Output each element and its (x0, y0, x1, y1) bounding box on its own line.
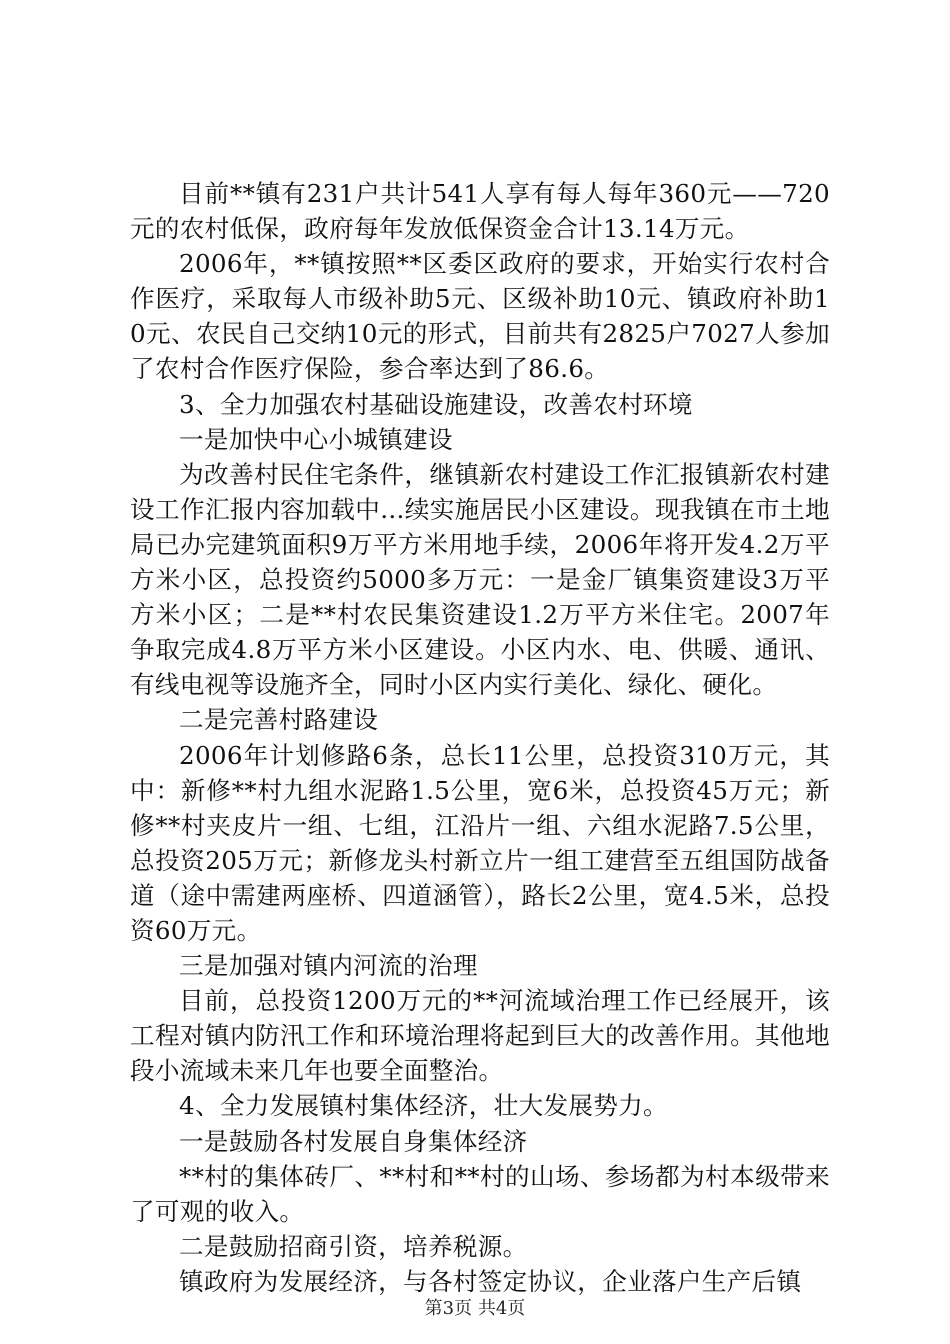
paragraph-road-construction: 2006年计划修路6条，总长11公里，总投资310万元，其中：新修**村九组水泥路1.5公里，宽6米，总投资45万元；新修**村夹皮片一组、七组，江沿片一组、六组水泥路7.5公里，总投资205万元；新修龙头村新立片一组工建营至五组国防战备道（途中需建两座桥、四道涵管），路长2公里，宽4.5米，总投资60万元。 (130, 740, 830, 945)
subheading-village-roads: 二是完善村路建设 (179, 705, 379, 735)
paragraph-rural-subsistence: 目前**镇有231户共计541人享有每人每年360元——720元的农村低保，政府每年发放低保资金合计13.14万元。 (130, 179, 830, 244)
page-number-footer: 第3页 共4页 (424, 1298, 526, 1319)
paragraph-investment-agreement: 镇政府为发展经济，与各村签定协议，企业落户生产后镇 (179, 1266, 802, 1296)
paragraph-river-management: 目前，总投资1200万元的**河流域治理工作已经展开，该工程对镇内防汛工作和环境治理将起到巨大的改善作用。其他地段小流域未来几年也要全面整治。 (130, 986, 830, 1086)
document-body (130, 176, 830, 1299)
paragraph-village-income: **村的集体砖厂、**村和**村的山场、参场都为村本级带来了可观的收入。 (130, 1161, 830, 1226)
subheading-town-construction: 一是加快中心小城镇建设 (179, 424, 453, 454)
subheading-investment: 二是鼓励招商引资，培养税源。 (179, 1231, 528, 1261)
subheading-river-management: 三是加强对镇内河流的治理 (179, 951, 478, 981)
paragraph-cooperative-medical: 2006年，**镇按照**区委区政府的要求，开始实行农村合作医疗，采取每人市级补助5元、区级补助10元、镇政府补助10元、农民自己交纳10元的形式，目前共有2825户7027人参加了农村合作医疗保险，参合率达到了86.6。 (130, 249, 830, 384)
subheading-village-economy: 一是鼓励各村发展自身集体经济 (179, 1126, 528, 1156)
section-heading-infrastructure: 3、全力加强农村基础设施建设，改善农村环境 (179, 389, 693, 419)
paragraph-residential-construction: 为改善村民住宅条件，继镇新农村建设工作汇报镇新农村建设工作汇报内容加载中...续实施居民小区建设。现我镇在市土地局已办完建筑面积9万平方米用地手续，2006年将开发4.2万平方米小区，总投资约5000多万元：一是金厂镇集资建设3万平方米小区；二是**村农民集资建设1.2万平方米住宅。2007年争取完成4.8万平方米小区建设。小区内水、电、供暖、通讯、有线电视等设施齐全，同时小区内实行美化、绿化、硬化。 (130, 459, 830, 700)
section-heading-collective-economy: 4、全力发展镇村集体经济，壮大发展势力。 (179, 1091, 668, 1121)
